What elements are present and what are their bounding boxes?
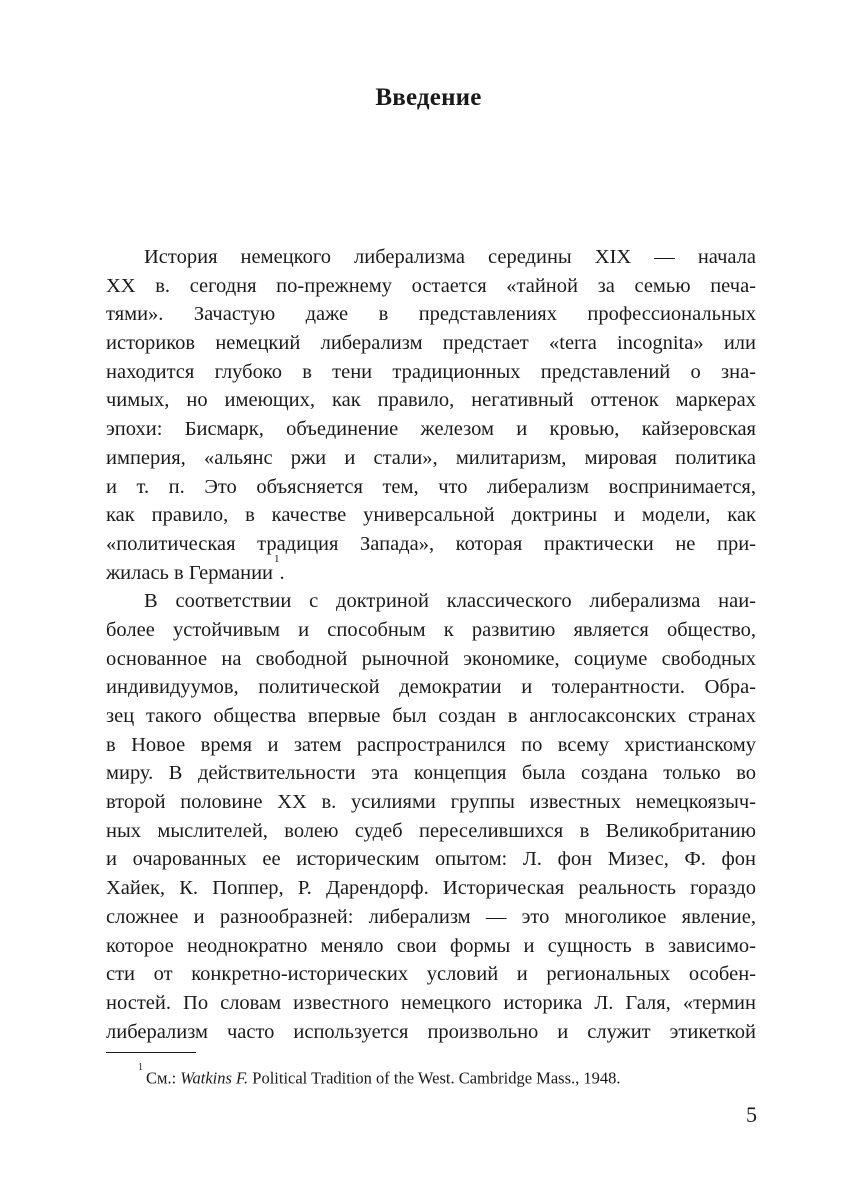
text-line: ных мыслителей, волею судеб переселившихся в Великобританию — [106, 819, 756, 842]
footnote-prefix: См.: — [146, 1068, 181, 1088]
text-line: и очарованных ее историческим опытом: Л. фон Мизес, Ф. фон — [106, 848, 756, 871]
text-line: империя, «альянс ржи и стали», милитаризм, мировая политика — [106, 446, 756, 469]
footnote-text: Political Tradition of the West. Cambridge Mass., 1948. — [248, 1068, 621, 1088]
text-line: эпохи: Бисмарк, объединение железом и кровью, кайзеровская — [106, 418, 756, 441]
text-line: историков немецкий либерализм предстает «terra incognita» или — [106, 332, 756, 355]
footnote — [138, 1064, 621, 1090]
footnote-divider — [106, 1052, 196, 1053]
text-line: как правило, в качестве универсальной доктрины и модели, как — [106, 504, 756, 527]
text-line: зец такого общества впервые был создан в англосаксонских странах — [106, 705, 756, 727]
main-text — [106, 243, 756, 1046]
text-line: жилась в Германии$^1$. — [106, 552, 285, 584]
text-line: в Новое время и затем распространился по всему христианскому — [106, 733, 756, 756]
page-number: 5 — [746, 1102, 757, 1127]
footnote-number: 1 — [138, 1062, 143, 1073]
text-line: чимых, но имеющих, как правило, негативный оттенок маркерах — [106, 389, 756, 412]
text-line: либерализм часто используется произвольно и служит этикеткой — [106, 1020, 756, 1043]
text-line: находится глубоко в тени традиционных представлений о зна- — [106, 360, 756, 383]
text-line: XX в. сегодня по-прежнему остается «тайной за семью печа- — [106, 274, 756, 297]
text-line: которое неоднократно меняло свои формы и сущность в зависимо- — [106, 934, 756, 957]
text-line: второй половине XX в. усилиями группы известных немецкоязыч- — [106, 791, 756, 814]
footnote-reference: 1 — [274, 552, 280, 565]
text-line: История немецкого либерализма середины XIX — начала — [144, 246, 756, 268]
footnote-author: Watkins F. — [180, 1068, 249, 1088]
text-line: «политическая традиция Запада», которая практически не при- — [106, 532, 756, 555]
text-line: более устойчивым и способным к развитию является общество, — [106, 618, 756, 641]
text-line: Хайек, К. Поппер, Р. Дарендорф. Историческая реальность гораздо — [106, 877, 756, 900]
text-line: миру. В действительности эта концепция была создана только во — [106, 762, 756, 785]
text-line: основанное на свободной рыночной экономике, социуме свободных — [106, 647, 756, 670]
text-line: и т. п. Это объясняется тем, что либерализм воспринимается, — [106, 475, 756, 498]
page-title: Введение — [375, 84, 482, 111]
text-line: сложнее и разнообразней: либерализм — это многоликое явление, — [106, 905, 756, 928]
text-line: сти от конкретно-исторических условий и региональных особен- — [106, 963, 756, 986]
text-line: тями». Зачастую даже в представлениях профессиональных — [106, 303, 756, 326]
text-line: В соответствии с доктриной классического либерализма наи- — [144, 590, 756, 613]
text-line: ностей. По словам известного немецкого историка Л. Галя, «термин — [106, 991, 756, 1014]
text-line: индивидуумов, политической демократии и толерантности. Обра- — [106, 676, 756, 699]
text-line-content: жилась в Германии — [106, 561, 274, 584]
